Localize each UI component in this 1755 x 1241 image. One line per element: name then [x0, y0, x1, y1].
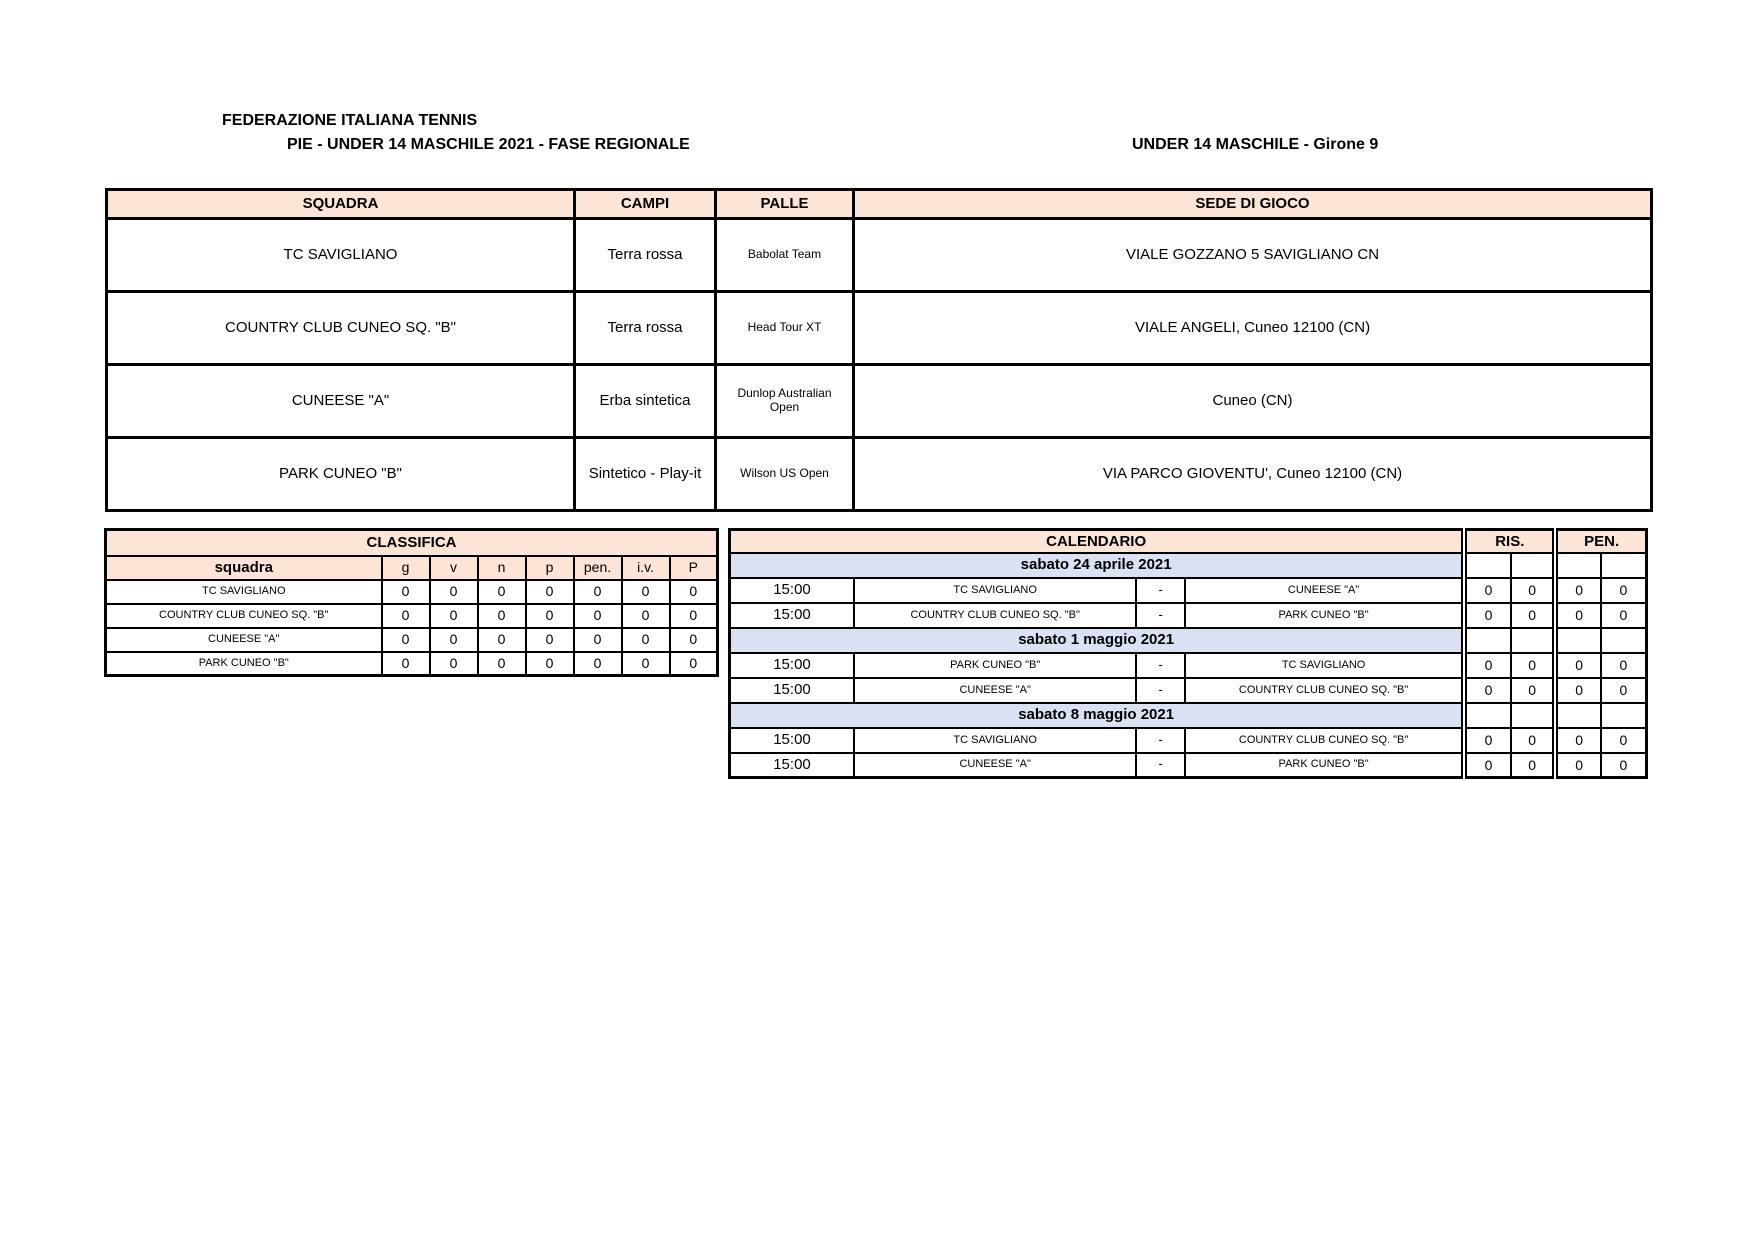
- ris-cell: 0: [1464, 653, 1511, 678]
- palle-cell: Dunlop Australian Open: [716, 365, 854, 438]
- col-header-squadra: SQUADRA: [107, 190, 575, 219]
- stat-cell: 0: [622, 604, 670, 628]
- away-team: TC SAVIGLIANO: [1185, 653, 1464, 678]
- stat-cell: 0: [526, 628, 574, 652]
- vs-separator: -: [1136, 653, 1185, 678]
- match-row: [730, 728, 1647, 753]
- table-row: [107, 219, 1652, 292]
- stat-cell: 0: [670, 652, 718, 676]
- team-name: CUNEESE "A": [106, 628, 382, 652]
- table-row: [107, 292, 1652, 365]
- pen-cell: [1555, 553, 1601, 578]
- standings-row: [106, 604, 718, 628]
- calendario-table: [728, 528, 1648, 779]
- stat-cell: 0: [622, 628, 670, 652]
- teams-header-row: [107, 190, 1652, 219]
- ris-cell: [1511, 703, 1556, 728]
- ris-cell: [1511, 553, 1556, 578]
- match-time: 15:00: [730, 728, 854, 753]
- pen-cell: [1555, 703, 1601, 728]
- home-team: PARK CUNEO "B": [854, 653, 1136, 678]
- pen-cell: 0: [1555, 728, 1601, 753]
- stat-cell: 0: [670, 628, 718, 652]
- pen-cell: 0: [1601, 728, 1647, 753]
- pen-cell: 0: [1555, 753, 1601, 778]
- sede-cell: VIALE GOZZANO 5 SAVIGLIANO CN: [854, 219, 1652, 292]
- stat-cell: 0: [526, 580, 574, 604]
- team-name: TC SAVIGLIANO: [106, 580, 382, 604]
- col-header-p: p: [526, 556, 574, 580]
- stat-cell: 0: [670, 580, 718, 604]
- col-header-pen: pen.: [574, 556, 622, 580]
- stat-cell: 0: [622, 652, 670, 676]
- sede-cell: VIALE ANGELI, Cuneo 12100 (CN): [854, 292, 1652, 365]
- ris-cell: 0: [1464, 728, 1511, 753]
- col-header-campi: CAMPI: [575, 190, 716, 219]
- match-date: sabato 24 aprile 2021: [730, 553, 1465, 578]
- pen-cell: 0: [1601, 578, 1647, 603]
- ris-cell: [1511, 628, 1556, 653]
- ris-cell: 0: [1511, 728, 1556, 753]
- campi-cell: Erba sintetica: [575, 365, 716, 438]
- pen-cell: 0: [1601, 753, 1647, 778]
- match-row: [730, 578, 1647, 603]
- girone-title: UNDER 14 MASCHILE - Girone 9: [1132, 136, 1379, 153]
- away-team: PARK CUNEO "B": [1185, 603, 1464, 628]
- match-row: [730, 753, 1647, 778]
- date-row: [730, 553, 1647, 578]
- away-team: CUNEESE "A": [1185, 578, 1464, 603]
- classifica-header-row: [106, 556, 718, 580]
- pen-cell: [1555, 628, 1601, 653]
- stat-cell: 0: [382, 652, 430, 676]
- squadra-cell: CUNEESE "A": [107, 365, 575, 438]
- stat-cell: 0: [478, 580, 526, 604]
- stat-cell: 0: [430, 604, 478, 628]
- match-row: [730, 603, 1647, 628]
- ris-cell: 0: [1464, 753, 1511, 778]
- match-time: 15:00: [730, 678, 854, 703]
- pen-cell: 0: [1555, 578, 1601, 603]
- stat-cell: 0: [526, 604, 574, 628]
- ris-cell: [1464, 703, 1511, 728]
- home-team: CUNEESE "A": [854, 678, 1136, 703]
- campi-cell: Sintetico - Play-it: [575, 438, 716, 511]
- match-time: 15:00: [730, 653, 854, 678]
- col-header-sede: SEDE DI GIOCO: [854, 190, 1652, 219]
- stat-cell: 0: [526, 652, 574, 676]
- teams-table: [105, 188, 1653, 512]
- pen-cell: 0: [1601, 653, 1647, 678]
- away-team: COUNTRY CLUB CUNEO SQ. "B": [1185, 678, 1464, 703]
- stat-cell: 0: [382, 604, 430, 628]
- pen-cell: 0: [1555, 678, 1601, 703]
- home-team: TC SAVIGLIANO: [854, 578, 1136, 603]
- stat-cell: 0: [478, 628, 526, 652]
- calendario-title-row: [730, 530, 1647, 553]
- ris-header: RIS.: [1464, 530, 1555, 553]
- classifica-title-row: [106, 530, 718, 556]
- home-team: TC SAVIGLIANO: [854, 728, 1136, 753]
- pen-cell: 0: [1555, 603, 1601, 628]
- stat-cell: 0: [478, 604, 526, 628]
- stat-cell: 0: [430, 580, 478, 604]
- vs-separator: -: [1136, 753, 1185, 778]
- palle-cell: Head Tour XT: [716, 292, 854, 365]
- vs-separator: -: [1136, 728, 1185, 753]
- match-row: [730, 678, 1647, 703]
- match-time: 15:00: [730, 753, 854, 778]
- col-header-palle: PALLE: [716, 190, 854, 219]
- away-team: PARK CUNEO "B": [1185, 753, 1464, 778]
- vs-separator: -: [1136, 603, 1185, 628]
- match-time: 15:00: [730, 578, 854, 603]
- vs-separator: -: [1136, 578, 1185, 603]
- federation-title: FEDERAZIONE ITALIANA TENNIS: [222, 112, 478, 129]
- pen-cell: 0: [1555, 653, 1601, 678]
- date-row: [730, 628, 1647, 653]
- pen-cell: [1601, 553, 1647, 578]
- table-row: [107, 438, 1652, 511]
- palle-cell: Wilson US Open: [716, 438, 854, 511]
- ris-cell: [1464, 628, 1511, 653]
- sede-cell: VIA PARCO GIOVENTU', Cuneo 12100 (CN): [854, 438, 1652, 511]
- squadra-cell: TC SAVIGLIANO: [107, 219, 575, 292]
- home-team: COUNTRY CLUB CUNEO SQ. "B": [854, 603, 1136, 628]
- date-row: [730, 703, 1647, 728]
- col-header-n: n: [478, 556, 526, 580]
- sede-cell: Cuneo (CN): [854, 365, 1652, 438]
- stat-cell: 0: [670, 604, 718, 628]
- pen-cell: 0: [1601, 678, 1647, 703]
- pen-header: PEN.: [1555, 530, 1646, 553]
- palle-cell: Babolat Team: [716, 219, 854, 292]
- standings-row: [106, 652, 718, 676]
- stat-cell: 0: [574, 652, 622, 676]
- vs-separator: -: [1136, 678, 1185, 703]
- match-row: [730, 653, 1647, 678]
- squadra-cell: COUNTRY CLUB CUNEO SQ. "B": [107, 292, 575, 365]
- home-team: CUNEESE "A": [854, 753, 1136, 778]
- standings-row: [106, 628, 718, 652]
- ris-cell: 0: [1511, 603, 1556, 628]
- ris-cell: [1464, 553, 1511, 578]
- squadra-cell: PARK CUNEO "B": [107, 438, 575, 511]
- stat-cell: 0: [574, 580, 622, 604]
- stat-cell: 0: [382, 580, 430, 604]
- campi-cell: Terra rossa: [575, 219, 716, 292]
- stat-cell: 0: [622, 580, 670, 604]
- ris-cell: 0: [1511, 753, 1556, 778]
- stat-cell: 0: [430, 628, 478, 652]
- away-team: COUNTRY CLUB CUNEO SQ. "B": [1185, 728, 1464, 753]
- col-header-v: v: [430, 556, 478, 580]
- ris-cell: 0: [1464, 578, 1511, 603]
- campi-cell: Terra rossa: [575, 292, 716, 365]
- col-header-squadra: squadra: [106, 556, 382, 580]
- table-row: [107, 365, 1652, 438]
- match-date: sabato 1 maggio 2021: [730, 628, 1465, 653]
- ris-cell: 0: [1464, 603, 1511, 628]
- match-date: sabato 8 maggio 2021: [730, 703, 1465, 728]
- stat-cell: 0: [382, 628, 430, 652]
- calendario-title: CALENDARIO: [730, 530, 1465, 553]
- ris-cell: 0: [1511, 678, 1556, 703]
- stat-cell: 0: [478, 652, 526, 676]
- pen-cell: 0: [1601, 603, 1647, 628]
- pen-cell: [1601, 628, 1647, 653]
- competition-title: PIE - UNDER 14 MASCHILE 2021 - FASE REGIONALE: [287, 136, 690, 153]
- ris-cell: 0: [1511, 653, 1556, 678]
- team-name: COUNTRY CLUB CUNEO SQ. "B": [106, 604, 382, 628]
- stat-cell: 0: [574, 604, 622, 628]
- match-time: 15:00: [730, 603, 854, 628]
- team-name: PARK CUNEO "B": [106, 652, 382, 676]
- col-header-P: P: [670, 556, 718, 580]
- col-header-iv: i.v.: [622, 556, 670, 580]
- stat-cell: 0: [430, 652, 478, 676]
- pen-cell: [1601, 703, 1647, 728]
- standings-row: [106, 580, 718, 604]
- ris-cell: 0: [1511, 578, 1556, 603]
- classifica-table: [104, 528, 719, 677]
- stat-cell: 0: [574, 628, 622, 652]
- classifica-title: CLASSIFICA: [106, 530, 718, 556]
- col-header-g: g: [382, 556, 430, 580]
- ris-cell: 0: [1464, 678, 1511, 703]
